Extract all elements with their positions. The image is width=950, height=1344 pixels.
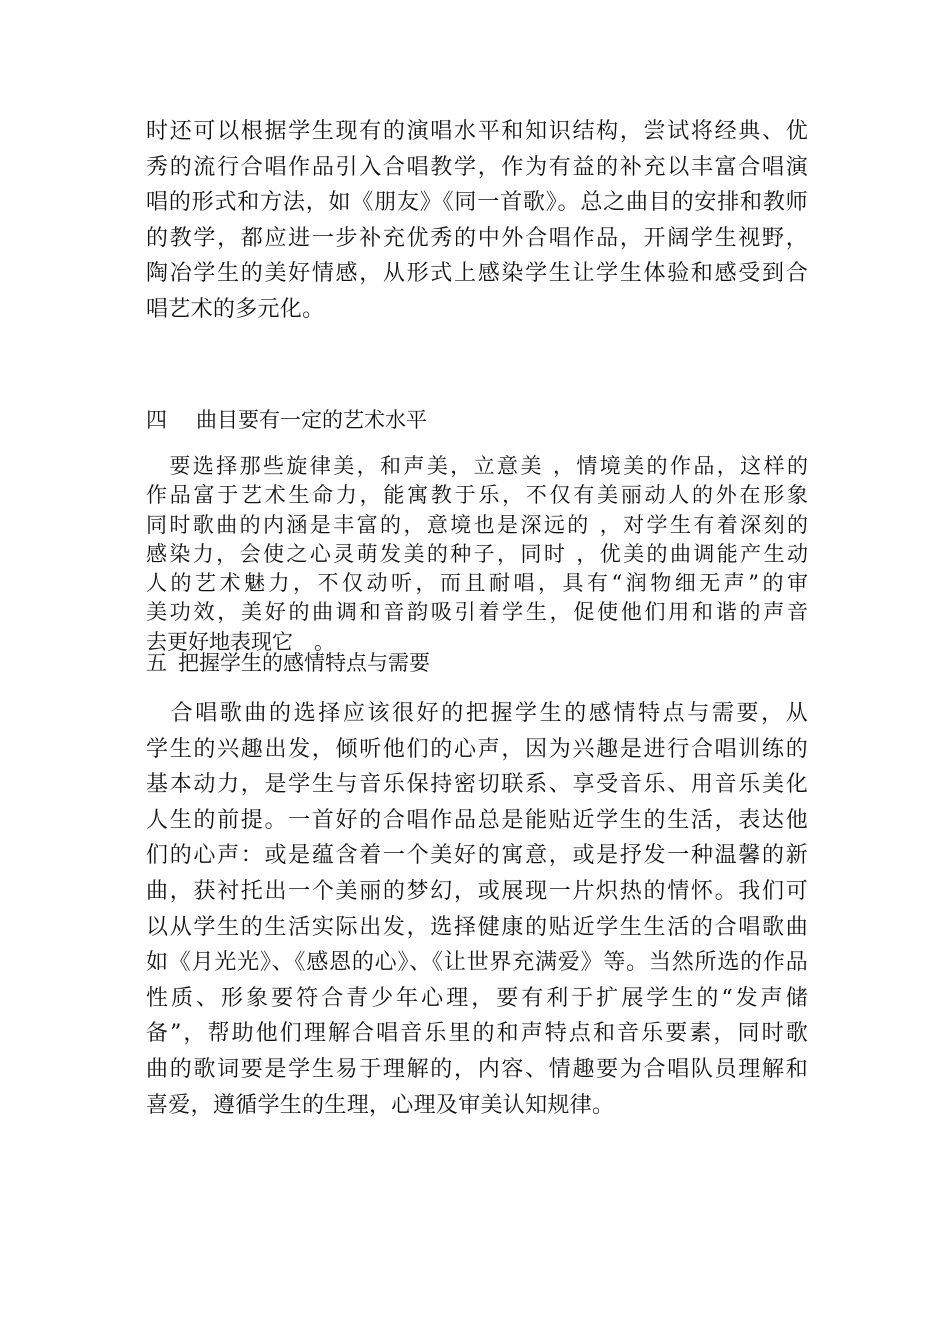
text-line: 同时歌曲的内涵是丰富的，意境也是深远的 ，对学生有着深刻的: [146, 512, 808, 537]
text-line: 以从学生的生活实际出发，选择健康的贴近学生生活的合唱歌曲: [146, 914, 808, 940]
text-line: 感染力，会使之心灵萌发美的种子，同时 ，优美的曲调能产生动: [146, 541, 808, 566]
text-line: 学生的兴趣出发，倾听他们的心声，因为兴趣是进行合唱训练的: [146, 736, 808, 762]
text-line: 唱的形式和方法，如《朋友》《同一首歌》。总之曲目的安排和教师: [146, 190, 808, 215]
text-line: 要选择那些旋律美，和声美，立意美 ，情境美的作品，这样的: [146, 454, 808, 478]
text-line: 的教学，都应进一步补充优秀的中外合唱作品，开阔学生视野，: [146, 225, 808, 251]
text-line: 们的心声：或是蕴含着一个美好的寓意，或是抒发一种温馨的新: [146, 843, 808, 869]
section-title: 曲目要有一定的艺术水平: [196, 408, 427, 432]
text-line: 美功效，美好的曲调和音韵吸引着学生，促使他们用和谐的声音: [146, 600, 808, 625]
text-line: 作品富于艺术生命力，能寓教于乐，不仅有美丽动人的外在形象: [146, 483, 808, 508]
text-line: 基本动力，是学生与音乐保持密切联系、享受音乐、用音乐美化: [146, 772, 808, 798]
section-number: 四: [146, 408, 167, 432]
text-line: 喜爱，遵循学生的生理，心理及审美认知规律。: [146, 1092, 615, 1118]
paragraph-student-emotions: [146, 696, 808, 1123]
section-heading-five: [146, 647, 808, 679]
text-line: 去更好地表现它 。: [146, 629, 335, 654]
text-line: 人的艺术魅力，不仅动听，而且耐唱，具有“润物细无声”的审: [146, 571, 808, 596]
text-line: 合唱歌曲的选择应该很好的把握学生的感情特点与需要，从: [146, 701, 808, 726]
text-line: 陶冶学生的美好情感，从形式上感染学生让学生体验和感受到合: [146, 261, 808, 286]
section-title: 把握学生的感情特点与需要: [178, 651, 430, 675]
text-line: 性质、形象要符合青少年心理，要有利于扩展学生的“发声储: [146, 985, 808, 1011]
text-line: 曲，获衬托出一个美丽的梦幻，或展现一片炽热的情怀。我们可: [146, 878, 808, 904]
text-line: 人生的前提。一首好的合唱作品总是能贴近学生的生活，表达他: [146, 807, 808, 833]
paragraph-repertoire-arrangement: [146, 114, 808, 327]
section-number: 五: [146, 651, 167, 675]
text-line: 曲的歌词要是学生易于理解的，内容、情趣要为合唱队员理解和: [146, 1056, 808, 1082]
section-heading-four: [146, 404, 808, 436]
text-line: 时还可以根据学生现有的演唱水平和知识结构，尝试将经典、优: [146, 119, 808, 144]
text-line: 备”，帮助他们理解合唱音乐里的和声特点和音乐要素，同时歌: [146, 1021, 808, 1047]
paragraph-artistic-level: [146, 452, 808, 657]
text-line: 唱艺术的多元化。: [146, 296, 325, 322]
text-line: 秀的流行合唱作品引入合唱教学，作为有益的补充以丰富合唱演: [146, 154, 808, 180]
text-line: 如《月光光》、《感恩的心》、《让世界充满爱》等。当然所选的作品: [146, 950, 808, 976]
